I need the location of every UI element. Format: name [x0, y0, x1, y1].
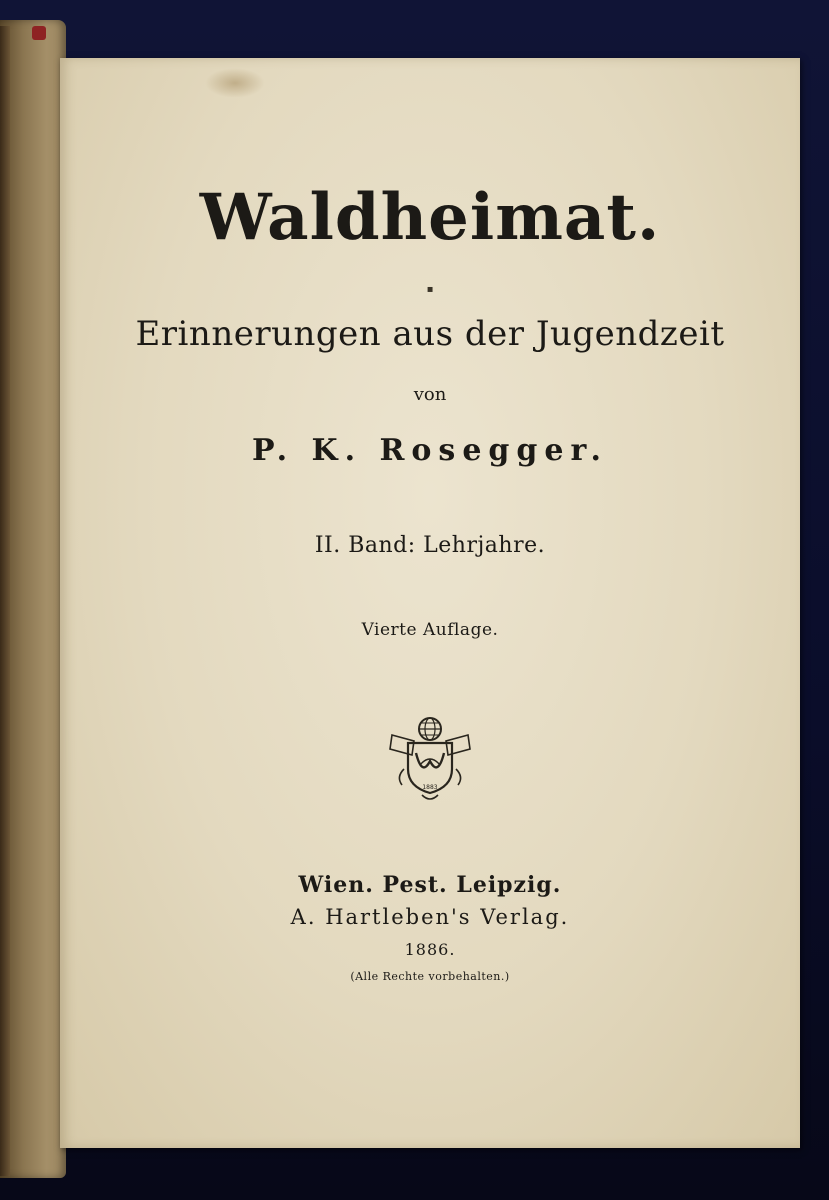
author-name: P. K. Rosegger.	[252, 433, 608, 468]
publication-places: Wien. Pest. Leipzig.	[298, 872, 562, 898]
red-cover-corner	[32, 26, 46, 40]
ornament-dot: ▪	[426, 284, 434, 295]
book-subtitle: Erinnerungen aus der Jugendzeit	[135, 314, 725, 354]
binding-edge	[0, 26, 10, 1176]
title-page	[60, 58, 800, 1148]
rights-notice: (Alle Rechte vorbehalten.)	[350, 970, 510, 983]
emblem-year: 1883	[422, 784, 438, 791]
publication-year: 1886.	[404, 940, 456, 959]
by-line: von	[413, 384, 447, 405]
paper-stain	[205, 68, 265, 98]
publisher-name: A. Hartleben's Verlag.	[290, 905, 570, 929]
book-title: Waldheimat.	[199, 180, 661, 255]
volume-line: II. Band: Lehrjahre.	[314, 533, 546, 558]
edition-line: Vierte Auflage.	[361, 620, 499, 640]
publisher-emblem-icon	[386, 713, 474, 803]
